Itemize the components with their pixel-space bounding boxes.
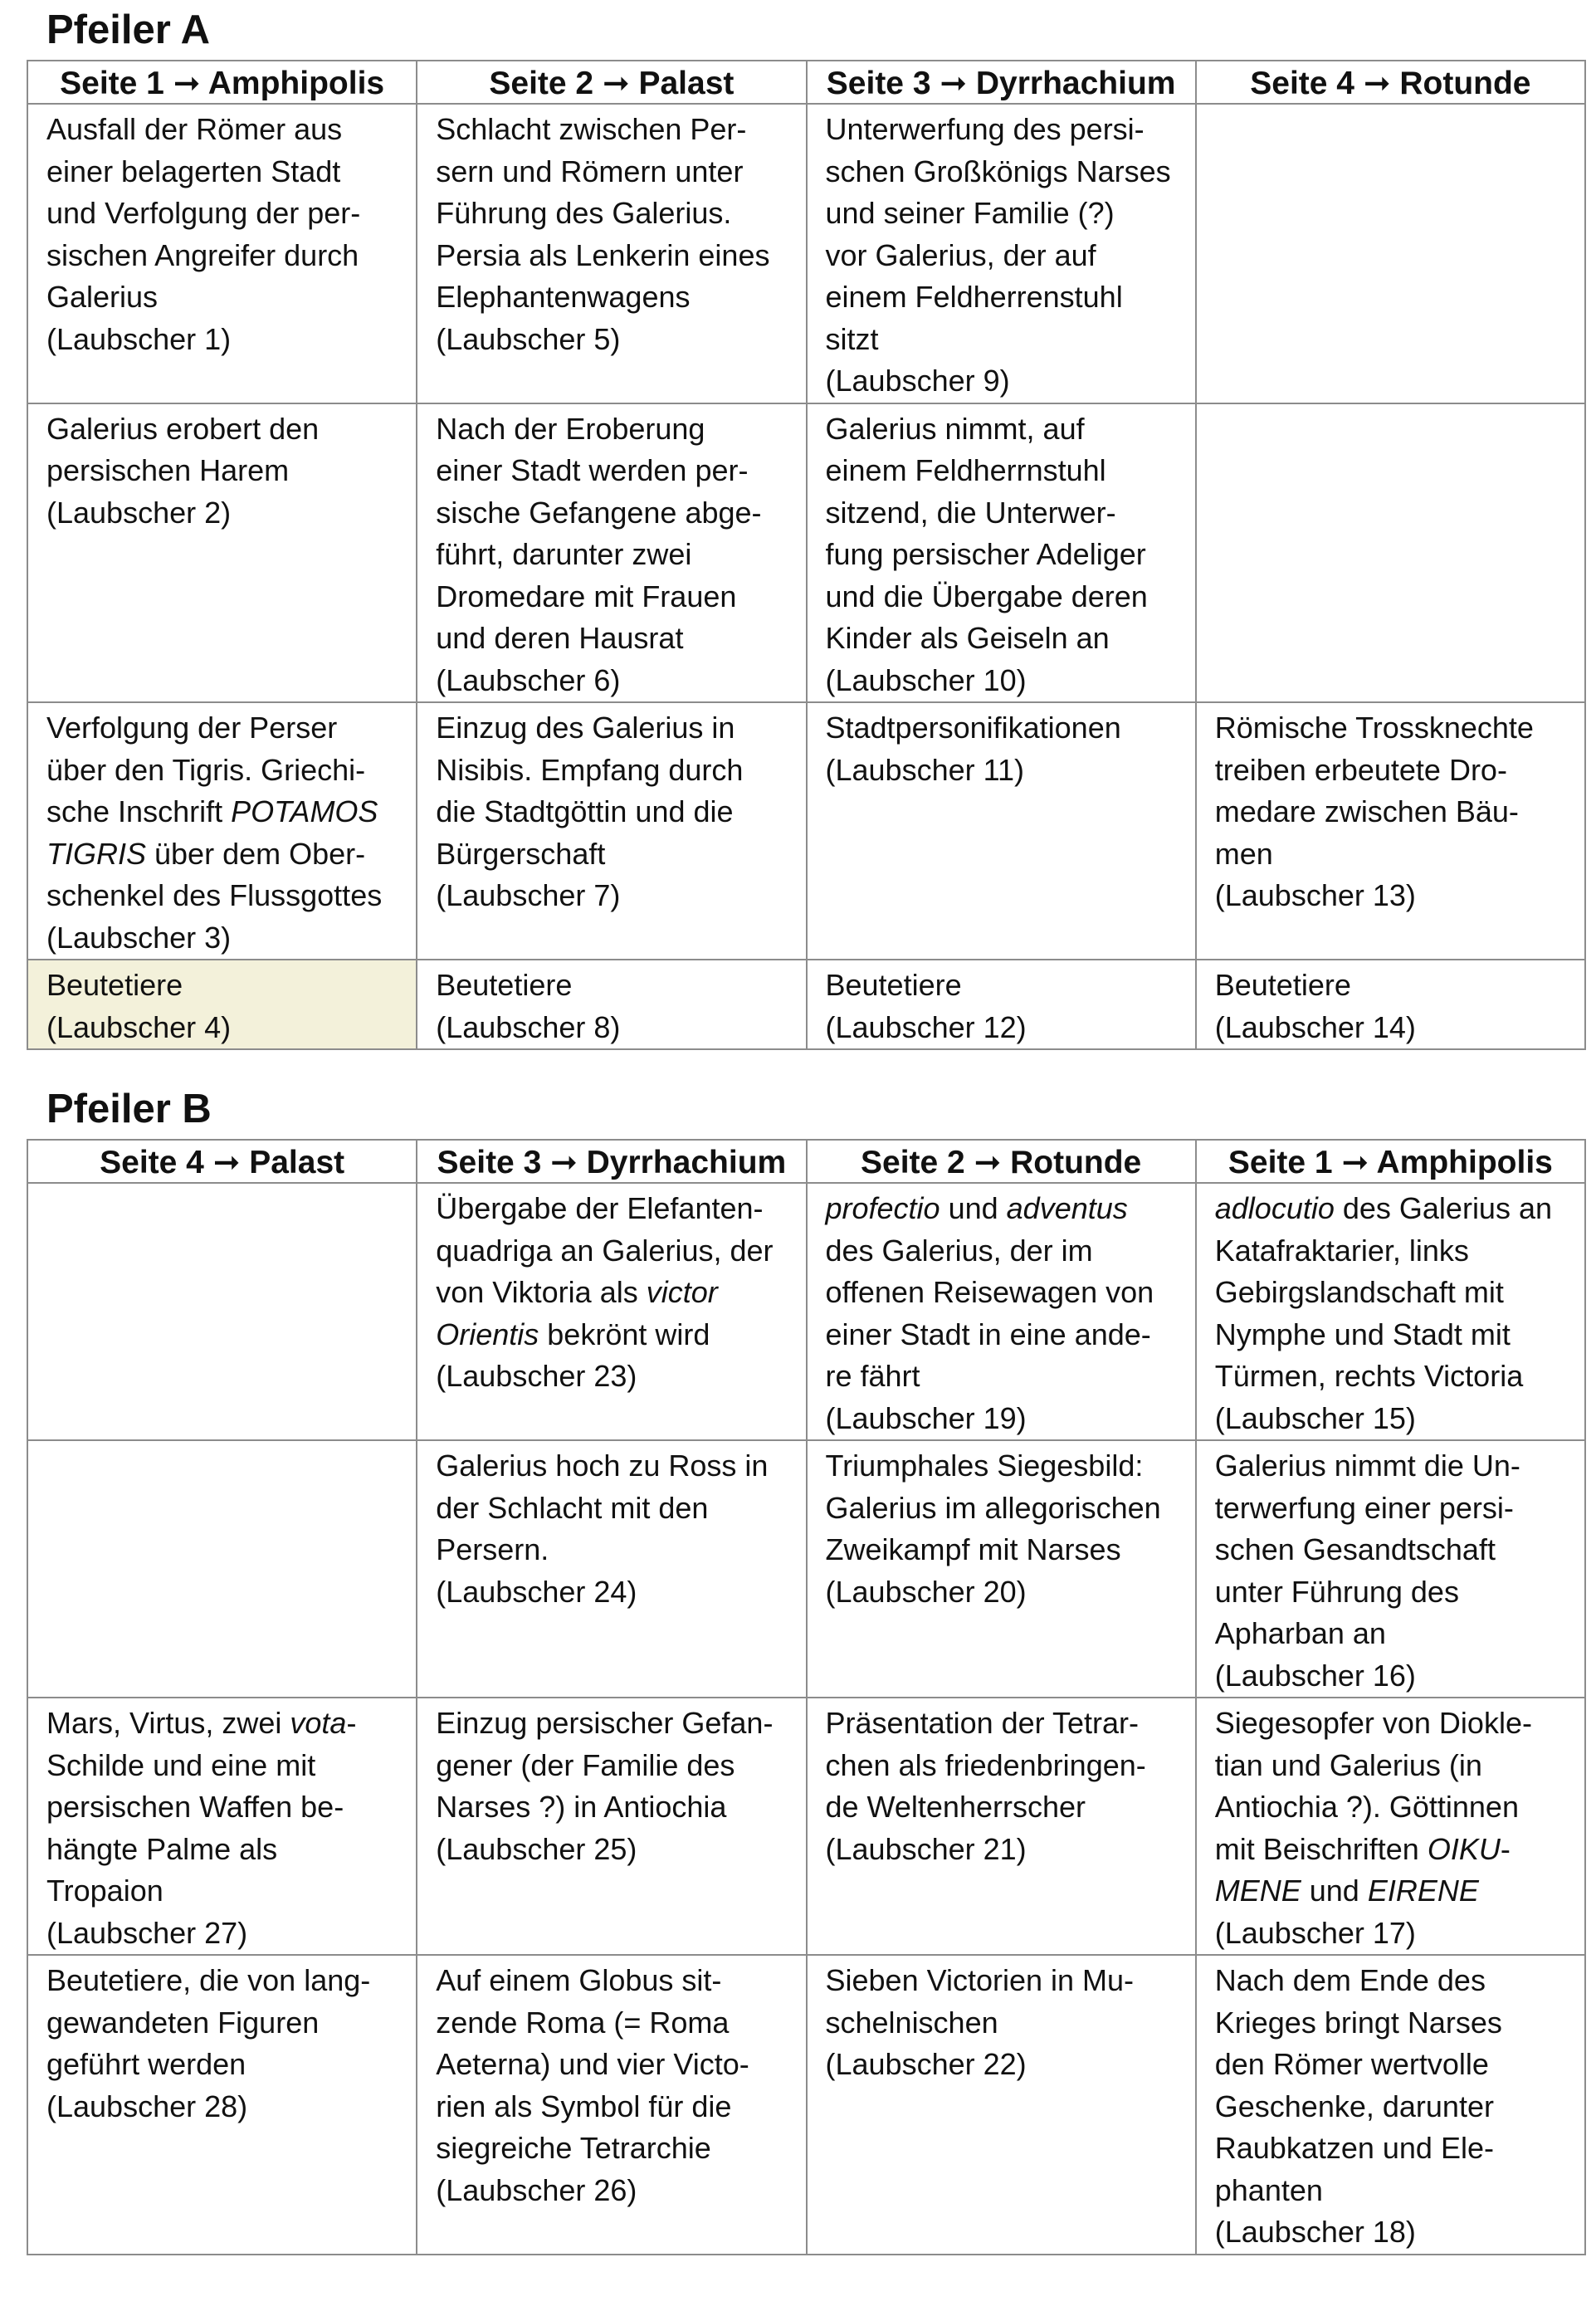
column-header: Seite 2 ➞ Rotunde <box>807 1140 1196 1183</box>
laubscher-reference: (Laubscher 17) <box>1214 1915 1416 1950</box>
laubscher-reference: (Laubscher 6) <box>436 662 621 697</box>
empty-cell <box>27 1183 417 1440</box>
empty-cell <box>1196 403 1585 703</box>
table-row <box>27 1955 1585 2255</box>
cell-text-line: rien als Symbol für die <box>436 2089 732 2123</box>
laubscher-reference: (Laubscher 24) <box>436 1574 637 1609</box>
cell-text-line: Auf einem Globus sit- <box>436 1963 722 1997</box>
table-cell <box>417 1955 806 2255</box>
table-cell <box>807 403 1196 703</box>
cell-text-line: Katafraktarier, links <box>1214 1233 1469 1268</box>
cell-text-line: mit Beischriften OIKU- <box>1214 1831 1511 1866</box>
table-cell <box>417 1698 806 1955</box>
cell-text-line: Nach dem Ende des <box>1214 1963 1486 1997</box>
cell-text-line: Galerius erobert den <box>46 411 320 446</box>
cell-text-line: Geschenke, darunter <box>1214 2089 1494 2123</box>
cell-text-line: sitzt <box>825 321 879 356</box>
pfeiler-b-table <box>27 1139 1586 2255</box>
column-header: Seite 2 ➞ Palast <box>417 61 806 104</box>
cell-text-line: Stadtpersonifikationen <box>825 711 1121 745</box>
cell-text-line: Galerius <box>46 280 159 314</box>
cell-text-line: schen Großkönigs Narses <box>825 154 1171 188</box>
cell-text-line: Einzug des Galerius in <box>436 711 735 745</box>
cell-text-line: Siegesopfer von Diokle- <box>1214 1706 1532 1740</box>
cell-text-line: und deren Hausrat <box>436 621 684 655</box>
cell-text-line: und die Übergabe deren <box>825 579 1148 613</box>
cell-text-line: MENE und EIRENE <box>1214 1874 1479 1908</box>
laubscher-reference: (Laubscher 12) <box>825 1009 1027 1044</box>
cell-text-line: der Schlacht mit den <box>436 1490 709 1525</box>
cell-text-line: sitzend, die Unterwer- <box>825 495 1116 530</box>
cell-text-line: re fährt <box>825 1359 920 1393</box>
cell-text-line: Ausfall der Römer aus <box>46 112 343 146</box>
cell-text-line: Apharban an <box>1214 1616 1386 1650</box>
laubscher-reference: (Laubscher 11) <box>825 752 1024 787</box>
cell-text-line: Römische Trossknechte <box>1214 711 1534 745</box>
cell-text-line: vor Galerius, der auf <box>825 237 1096 272</box>
cell-text-line: fung persischer Adeliger <box>825 537 1146 571</box>
cell-text-line: Beutetiere, die von lang- <box>46 1963 371 1997</box>
cell-text-line: hängte Palme als <box>46 1831 278 1866</box>
table-cell <box>1196 702 1585 960</box>
cell-text-line: terwerfung einer persi- <box>1214 1490 1514 1525</box>
laubscher-reference: (Laubscher 18) <box>1214 2215 1416 2249</box>
cell-text-line: medare zwischen Bäu- <box>1214 794 1519 828</box>
table-cell <box>417 104 806 403</box>
column-header: Seite 1 ➞ Amphipolis <box>1196 1140 1585 1183</box>
pfeiler-a-table <box>27 60 1586 1050</box>
table-row <box>27 403 1585 703</box>
cell-text-line: geführt werden <box>46 2047 246 2081</box>
pfeiler-b-title: Pfeiler B <box>46 1087 212 1131</box>
column-header: Seite 3 ➞ Dyrrhachium <box>417 1140 806 1183</box>
table-cell <box>27 1698 417 1955</box>
table-row <box>27 104 1585 403</box>
cell-text-line: treiben erbeutete Dro- <box>1214 752 1507 787</box>
laubscher-reference: (Laubscher 20) <box>825 1574 1027 1609</box>
laubscher-reference: (Laubscher 9) <box>825 364 1010 398</box>
laubscher-reference: (Laubscher 23) <box>436 1359 637 1393</box>
column-header: Seite 4 ➞ Palast <box>27 1140 417 1183</box>
table-cell <box>807 960 1196 1049</box>
laubscher-reference: (Laubscher 28) <box>46 2089 248 2123</box>
laubscher-reference: (Laubscher 3) <box>46 920 232 955</box>
cell-text-line: Aeterna) und vier Victo- <box>436 2047 749 2081</box>
cell-text-line: sischen Angreifer durch <box>46 237 359 272</box>
table-cell <box>807 1183 1196 1440</box>
cell-text-line: Unterwerfung des persi- <box>825 112 1145 146</box>
laubscher-reference: (Laubscher 5) <box>436 321 621 356</box>
cell-text-line: einem Feldherrnstuhl <box>825 453 1106 487</box>
table-cell <box>1196 1183 1585 1440</box>
cell-text-line: Beutetiere <box>46 968 183 1002</box>
cell-text-line: de Weltenherrscher <box>825 1790 1086 1824</box>
cell-text-line: persischen Harem <box>46 453 290 487</box>
cell-text-line: Elephantenwagens <box>436 280 691 314</box>
cell-text-line: Persia als Lenkerin eines <box>436 237 770 272</box>
cell-text-line: Persern. <box>436 1532 549 1566</box>
cell-text-line: Beutetiere <box>825 968 962 1002</box>
cell-text-line: Gebirgslandschaft mit <box>1214 1275 1504 1309</box>
table-cell <box>27 702 417 960</box>
cell-text-line: einer Stadt in eine ande- <box>825 1317 1151 1351</box>
table-cell <box>417 702 806 960</box>
cell-text-line: Antiochia ?). Göttinnen <box>1214 1790 1519 1824</box>
table-cell <box>417 1440 806 1698</box>
cell-text-line: Krieges bringt Narses <box>1214 2005 1502 2040</box>
header-row <box>27 61 1585 104</box>
cell-text-line: schen Gesandtschaft <box>1214 1532 1496 1566</box>
cell-text-line: zende Roma (= Roma <box>436 2005 730 2040</box>
cell-text-line: unter Führung des <box>1214 1574 1459 1609</box>
cell-text-line: Einzug persischer Gefan- <box>436 1706 774 1740</box>
cell-text-line: Nymphe und Stadt mit <box>1214 1317 1511 1351</box>
cell-text-line: Zweikampf mit Narses <box>825 1532 1121 1566</box>
pfeiler-a-title: Pfeiler A <box>46 7 210 52</box>
table-cell <box>807 1955 1196 2255</box>
laubscher-reference: (Laubscher 14) <box>1214 1009 1416 1044</box>
cell-text-line: Schilde und eine mit <box>46 1747 316 1782</box>
cell-text-line: quadriga an Galerius, der <box>436 1233 774 1268</box>
cell-text-line: Nisibis. Empfang durch <box>436 752 744 787</box>
cell-text-line: schenkel des Flussgottes <box>46 878 383 912</box>
header-row <box>27 1140 1585 1183</box>
table-cell <box>807 104 1196 403</box>
cell-text-line: profectio und adventus <box>825 1191 1128 1225</box>
laubscher-reference: (Laubscher 4) <box>46 1009 232 1044</box>
cell-text-line: Präsentation der Tetrar- <box>825 1706 1140 1740</box>
cell-text-line: Verfolgung der Perser <box>46 711 338 745</box>
table-row <box>27 960 1585 1049</box>
cell-text-line: chen als friedenbringen- <box>825 1747 1146 1782</box>
cell-text-line: schelnischen <box>825 2005 998 2040</box>
cell-text-line: siegreiche Tetrarchie <box>436 2131 711 2165</box>
laubscher-reference: (Laubscher 25) <box>436 1831 637 1866</box>
laubscher-reference: (Laubscher 7) <box>436 878 621 912</box>
laubscher-reference: (Laubscher 1) <box>46 321 232 356</box>
table-cell <box>417 403 806 703</box>
cell-text-line: von Viktoria als victor <box>436 1275 718 1309</box>
table-row <box>27 1440 1585 1698</box>
empty-cell <box>1196 104 1585 403</box>
cell-text-line: Beutetiere <box>436 968 573 1002</box>
column-header: Seite 3 ➞ Dyrrhachium <box>807 61 1196 104</box>
cell-text-line: Raubkatzen und Ele- <box>1214 2131 1494 2165</box>
laubscher-reference: (Laubscher 13) <box>1214 878 1416 912</box>
cell-text-line: Kinder als Geiseln an <box>825 621 1110 655</box>
table-cell <box>1196 1440 1585 1698</box>
cell-text-line: Galerius hoch zu Ross in <box>436 1449 769 1483</box>
column-header: Seite 1 ➞ Amphipolis <box>27 61 417 104</box>
cell-text-line: Galerius nimmt, auf <box>825 411 1085 446</box>
table-row <box>27 1698 1585 1955</box>
laubscher-reference: (Laubscher 15) <box>1214 1400 1416 1435</box>
cell-text-line: gener (der Familie des <box>436 1747 735 1782</box>
cell-text-line: führt, darunter zwei <box>436 537 692 571</box>
cell-text-line: einem Feldherrenstuhl <box>825 280 1123 314</box>
cell-text-line: Führung des Galerius. <box>436 196 732 230</box>
cell-text-line: und Verfolgung der per- <box>46 196 361 230</box>
cell-text-line: Nach der Eroberung <box>436 411 705 446</box>
cell-text-line: und seiner Familie (?) <box>825 196 1115 230</box>
table-cell <box>27 403 417 703</box>
cell-text-line: Bürgerschaft <box>436 836 606 871</box>
cell-text-line: phanten <box>1214 2172 1323 2207</box>
laubscher-reference: (Laubscher 2) <box>46 495 232 530</box>
cell-text-line: des Galerius, der im <box>825 1233 1093 1268</box>
cell-text-line: adlocutio des Galerius an <box>1214 1191 1553 1225</box>
cell-text-line: einer Stadt werden per- <box>436 453 749 487</box>
table-cell <box>807 702 1196 960</box>
cell-text-line: Beutetiere <box>1214 968 1351 1002</box>
cell-text-line: Narses ?) in Antiochia <box>436 1790 727 1824</box>
cell-text-line: einer belagerten Stadt <box>46 154 341 188</box>
cell-text-line: Übergabe der Elefanten- <box>436 1191 764 1225</box>
cell-text-line: Türmen, rechts Victoria <box>1214 1359 1524 1393</box>
table-row <box>27 702 1585 960</box>
cell-text-line: Dromedare mit Frauen <box>436 579 737 613</box>
table-row <box>27 1183 1585 1440</box>
cell-text-line: sische Gefangene abge- <box>436 495 762 530</box>
cell-text-line: men <box>1214 836 1273 871</box>
table-cell <box>417 960 806 1049</box>
column-header: Seite 4 ➞ Rotunde <box>1196 61 1585 104</box>
cell-text-line: Galerius nimmt die Un- <box>1214 1449 1520 1483</box>
table-cell <box>27 960 417 1049</box>
table-cell <box>1196 1698 1585 1955</box>
laubscher-reference: (Laubscher 22) <box>825 2047 1027 2081</box>
cell-text-line: offenen Reisewagen von <box>825 1275 1154 1309</box>
table-cell <box>27 1955 417 2255</box>
cell-text-line: Galerius im allegorischen <box>825 1490 1161 1525</box>
cell-text-line: TIGRIS über dem Ober- <box>46 836 366 871</box>
laubscher-reference: (Laubscher 8) <box>436 1009 621 1044</box>
table-cell <box>1196 960 1585 1049</box>
laubscher-reference: (Laubscher 16) <box>1214 1658 1416 1693</box>
cell-text-line: den Römer wertvolle <box>1214 2047 1489 2081</box>
cell-text-line: die Stadtgöttin und die <box>436 794 734 828</box>
cell-text-line: Tropaion <box>46 1874 164 1908</box>
cell-text-line: Sieben Victorien in Mu- <box>825 1963 1135 1997</box>
table-cell <box>417 1183 806 1440</box>
table-cell <box>1196 1955 1585 2255</box>
cell-text-line: Orientis bekrönt wird <box>436 1317 710 1351</box>
laubscher-reference: (Laubscher 27) <box>46 1915 248 1950</box>
cell-text-line: sern und Römern unter <box>436 154 744 188</box>
laubscher-reference: (Laubscher 21) <box>825 1831 1027 1866</box>
laubscher-reference: (Laubscher 26) <box>436 2172 637 2207</box>
laubscher-reference: (Laubscher 10) <box>825 662 1027 697</box>
table-cell <box>807 1440 1196 1698</box>
cell-text-line: sche Inschrift POTAMOS <box>46 794 378 828</box>
cell-text-line: Schlacht zwischen Per- <box>436 112 747 146</box>
empty-cell <box>27 1440 417 1698</box>
cell-text-line: Mars, Virtus, zwei vota- <box>46 1706 357 1740</box>
cell-text-line: gewandeten Figuren <box>46 2005 320 2040</box>
cell-text-line: Triumphales Siegesbild: <box>825 1449 1144 1483</box>
laubscher-reference: (Laubscher 19) <box>825 1400 1027 1435</box>
cell-text-line: über den Tigris. Griechi- <box>46 752 366 787</box>
table-cell <box>807 1698 1196 1955</box>
cell-text-line: tian und Galerius (in <box>1214 1747 1482 1782</box>
cell-text-line: persischen Waffen be- <box>46 1790 344 1824</box>
table-cell <box>27 104 417 403</box>
